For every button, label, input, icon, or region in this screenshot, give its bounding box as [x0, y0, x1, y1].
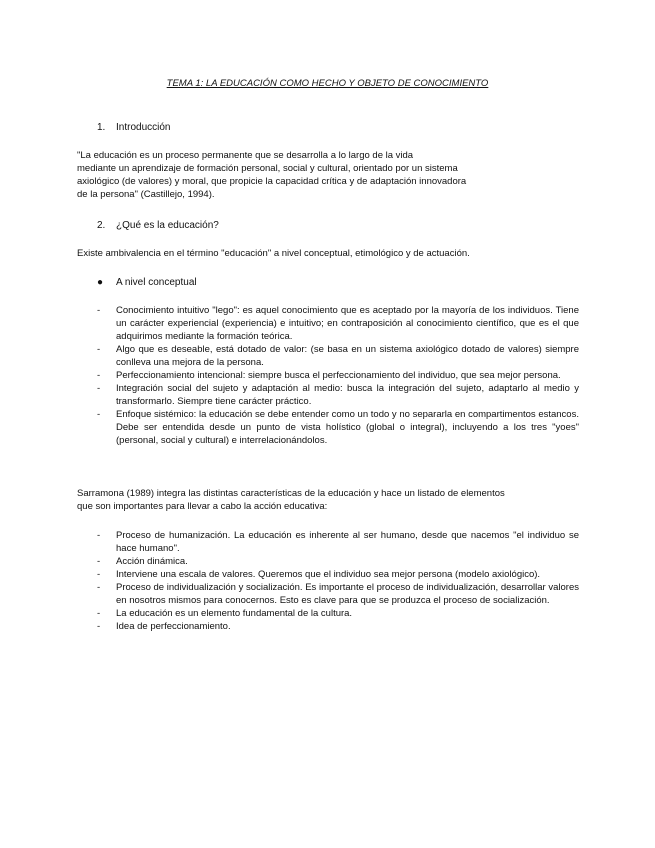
list-item: [97, 408, 579, 447]
list-item-text: Enfoque sistémico: la educación se debe entender como un todo y no separarla en compartimentos estancos. Debe ser entendida desde un punto de vista holístico (global o integral), incluyendo a los tres "yoes" (personal, social y cultural) e interrelacionándolos.: [116, 409, 579, 446]
section-label: Introducción: [116, 122, 171, 133]
quote-line: axiológico (de valores) y moral, que propicie la capacidad crítica y de adaptación innovadora: [77, 176, 467, 187]
quote-line: "La educación es un proceso permanente que se desarrolla a lo largo de la vida: [77, 150, 414, 161]
dash-marker: -: [97, 608, 101, 619]
list-item: [97, 382, 579, 408]
list-item-text: Idea de perfeccionamiento.: [116, 621, 231, 632]
list-item: [97, 369, 579, 382]
list-item-text: Conocimiento intuitivo "lego": es aquel conocimiento que es aceptado por la mayoría de los individuos. Tiene un carácter experiencial (experiencia) e intuitivo; en contraposición al conocimiento científico, que es el que adquirimos mediante la formación teórica.: [116, 305, 579, 342]
dash-marker: -: [97, 569, 101, 580]
sarramona-list: [97, 529, 579, 633]
bullet-label: A nivel conceptual: [116, 277, 197, 288]
document-title: TEMA 1: LA EDUCACIÓN COMO HECHO Y OBJETO DE CONOCIMIENTO: [166, 78, 489, 89]
list-item-text: Perfeccionamiento intencional: siempre busca el perfeccionamiento del individuo, que sea mejor persona.: [116, 370, 561, 381]
dash-marker: -: [97, 621, 101, 632]
section-number: 1.: [97, 122, 106, 133]
dash-marker: -: [97, 409, 101, 420]
section-number: 2.: [97, 220, 106, 231]
dash-marker: -: [97, 370, 101, 381]
list-item: [97, 607, 579, 620]
section-heading-que-es: [97, 219, 219, 232]
quote-line: de la persona" (Castillejo, 1994).: [77, 189, 215, 200]
list-item-text: Proceso de individualización y socialización. Es importante el proceso de individualización, desarrollar valores en nosotros mismos para conocernos. Esto es clave para que se produzca el proceso de socialización.: [116, 582, 579, 606]
list-item: [97, 581, 579, 607]
quote-line: mediante un aprendizaje de formación personal, social y cultural, orientado por un sistema: [77, 163, 458, 174]
sarramona-line: que son importantes para llevar a cabo la acción educativa:: [77, 501, 328, 512]
sarramona-line: Sarramona (1989) integra las distintas características de la educación y hace un listado de elementos: [77, 488, 505, 499]
dash-marker: -: [97, 305, 101, 316]
dash-marker: -: [97, 383, 101, 394]
list-item-text: Proceso de humanización. La educación es inherente al ser humano, desde que nacemos "el individuo se hace humano".: [116, 530, 579, 554]
quote-paragraph: [77, 149, 497, 201]
sarramona-paragraph: [77, 487, 577, 513]
list-item-text: Integración social del sujeto y adaptación al medio: busca la integración del sujeto, adaptarlo al medio y transformarlo. Siempre tiene carácter práctico.: [116, 383, 579, 407]
dash-marker: -: [97, 582, 101, 593]
list-item-text: Acción dinámica.: [116, 556, 188, 567]
list-item: [97, 620, 579, 633]
list-item-text: Algo que es deseable, está dotado de valor: (se basa en un sistema axiológico dotado de valores) siempre conlleva una mejora de la persona.: [116, 344, 579, 368]
dash-marker: -: [97, 530, 101, 541]
list-item-text: La educación es un elemento fundamental de la cultura.: [116, 608, 353, 619]
list-item-text: Interviene una escala de valores. Queremos que el individuo sea mejor persona (modelo axiológico).: [116, 569, 541, 580]
ambivalence-paragraph: Existe ambivalencia en el término "educación" a nivel conceptual, etimológico y de actuación.: [77, 248, 470, 259]
dash-marker: -: [97, 344, 101, 355]
list-item: [97, 555, 579, 568]
list-item: [97, 529, 579, 555]
list-item: [97, 568, 579, 581]
bullet-dot: ●: [97, 277, 104, 288]
dash-marker: -: [97, 556, 101, 567]
section-heading-introduccion: [97, 121, 170, 134]
list-item: [97, 304, 579, 343]
conceptual-list: [97, 304, 579, 447]
list-item: [97, 343, 579, 369]
bullet-conceptual: [97, 276, 197, 289]
section-label: ¿Qué es la educación?: [116, 220, 219, 231]
